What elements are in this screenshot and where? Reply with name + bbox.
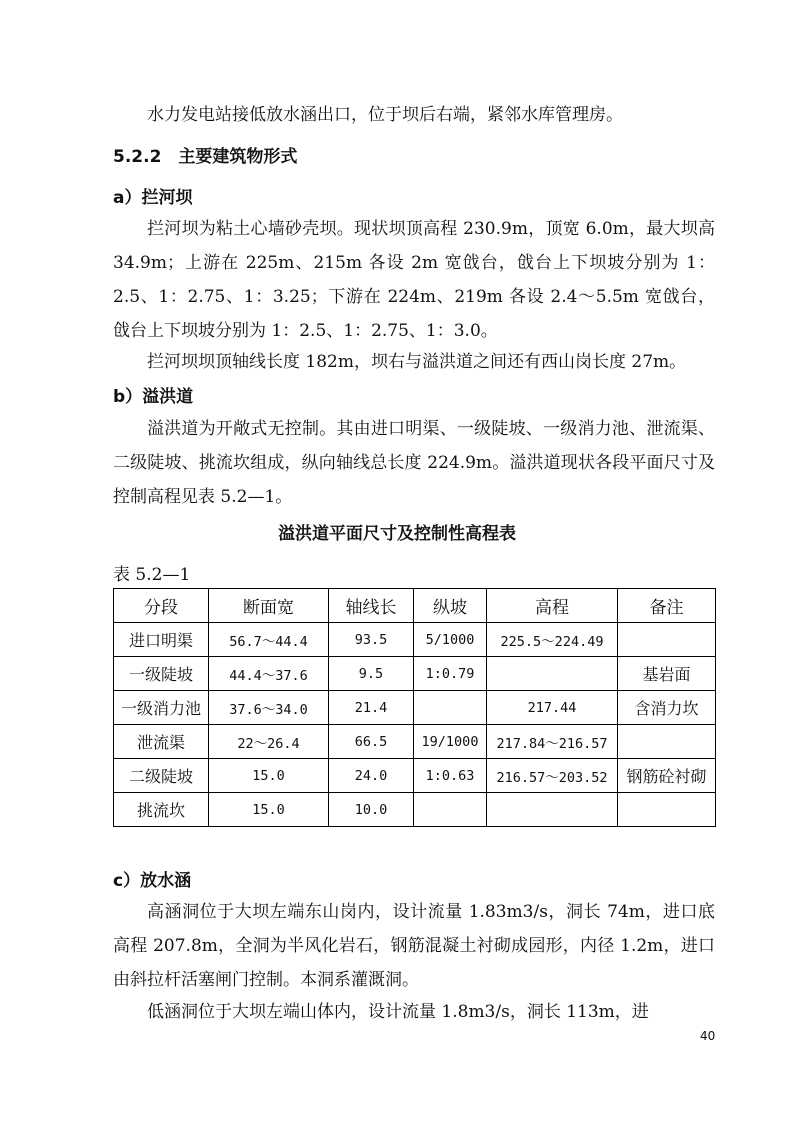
table-cell: 10.0	[329, 793, 414, 827]
table-cell: 5/1000	[414, 623, 487, 657]
table-cell: 56.7～44.4	[209, 623, 329, 657]
spillway-dimensions-table	[113, 588, 716, 827]
table-cell: 19/1000	[414, 725, 487, 759]
table-row	[114, 623, 716, 657]
table-cell: 15.0	[209, 759, 329, 793]
table-cell: 1:0.79	[414, 657, 487, 691]
column-header: 备注	[618, 589, 716, 623]
table-cell: 含消力坎	[618, 691, 716, 725]
section-heading-5-2-2: 5.2.2 主要建筑物形式	[113, 147, 298, 167]
column-header: 断面宽	[209, 589, 329, 623]
page-number: 40	[700, 1029, 716, 1043]
table-row	[114, 793, 716, 827]
table-title: 溢洪道平面尺寸及控制性高程表	[278, 524, 516, 544]
table-cell: 钢筋砼衬砌	[618, 759, 716, 793]
column-header: 高程	[487, 589, 618, 623]
column-header: 分段	[114, 589, 209, 623]
table-row	[114, 657, 716, 691]
paragraph-low-culvert: 低涵洞位于大坝左端山体内，设计流量 1.8m3/s，洞长 113m，进	[147, 1002, 649, 1022]
table-cell: 217.44	[487, 691, 618, 725]
table-row	[114, 759, 716, 793]
table-cell: 15.0	[209, 793, 329, 827]
paragraph-spillway-description: 溢洪道为开敞式无控制。其由进口明渠、一级陡坡、一级消力池、泄流渠、二级陡坡、挑流坎组成，纵向轴线总长度 224.9m。溢洪道现状各段平面尺寸及控制高程见表 5.2—1。	[113, 419, 715, 507]
table-cell	[618, 623, 716, 657]
table-cell: 21.4	[329, 691, 414, 725]
paragraph-dam-description: 拦河坝为粘土心墙砂壳坝。现状坝顶高程 230.9m，顶宽 6.0m，最大坝高 34.9m；上游在 225m、215m 各设 2m 宽戗台，戗台上下坝坡分别为 1：2.5、1：2.75、1：3.25；下游在 224m、219m 各设 2.4～5.5m 宽戗台，戗台上下坝坡分别为 1：2.5、1：2.75、1：3.0。	[113, 219, 715, 341]
table-cell: 9.5	[329, 657, 414, 691]
table-cell: 225.5～224.49	[487, 623, 618, 657]
table-cell	[618, 725, 716, 759]
subheading-dam: a）拦河坝	[113, 188, 193, 208]
table-cell	[414, 793, 487, 827]
table-cell: 一级消力池	[114, 691, 209, 725]
table-cell: 93.5	[329, 623, 414, 657]
table-cell: 挑流坎	[114, 793, 209, 827]
table-cell: 22～26.4	[209, 725, 329, 759]
table-cell: 基岩面	[618, 657, 716, 691]
subheading-spillway: b）溢洪道	[113, 387, 194, 407]
table-cell: 二级陡坡	[114, 759, 209, 793]
table-label: 表 5.2—1	[113, 565, 191, 585]
column-header: 轴线长	[329, 589, 414, 623]
table-cell: 一级陡坡	[114, 657, 209, 691]
table-cell: 进口明渠	[114, 623, 209, 657]
table-cell: 1:0.63	[414, 759, 487, 793]
table-row	[114, 691, 716, 725]
table-cell: 24.0	[329, 759, 414, 793]
table-cell	[618, 793, 716, 827]
table-header-row	[114, 589, 716, 623]
subheading-culvert: c）放水涵	[113, 871, 192, 891]
table-cell: 66.5	[329, 725, 414, 759]
paragraph-high-culvert: 高涵洞位于大坝左端东山岗内，设计流量 1.83m3/s，洞长 74m，进口底高程 207.8m，全洞为半风化岩石，钢筋混凝土衬砌成园形，内径 1.2m，进口由斜拉杆活塞闸门控制。本洞系灌溉洞。	[113, 902, 715, 990]
table-cell: 217.84～216.57	[487, 725, 618, 759]
table-cell: 216.57～203.52	[487, 759, 618, 793]
paragraph-hydropower-outlet: 水力发电站接低放水涵出口，位于坝后右端，紧邻水库管理房。	[147, 105, 623, 125]
table-cell	[487, 657, 618, 691]
table-row	[114, 725, 716, 759]
table-cell: 泄流渠	[114, 725, 209, 759]
table-cell	[487, 793, 618, 827]
paragraph-dam-length: 拦河坝坝顶轴线长度 182m，坝右与溢洪道之间还有西山岗长度 27m。	[147, 352, 687, 372]
column-header: 纵坡	[414, 589, 487, 623]
table-cell: 44.4～37.6	[209, 657, 329, 691]
table-cell	[414, 691, 487, 725]
table-cell: 37.6～34.0	[209, 691, 329, 725]
